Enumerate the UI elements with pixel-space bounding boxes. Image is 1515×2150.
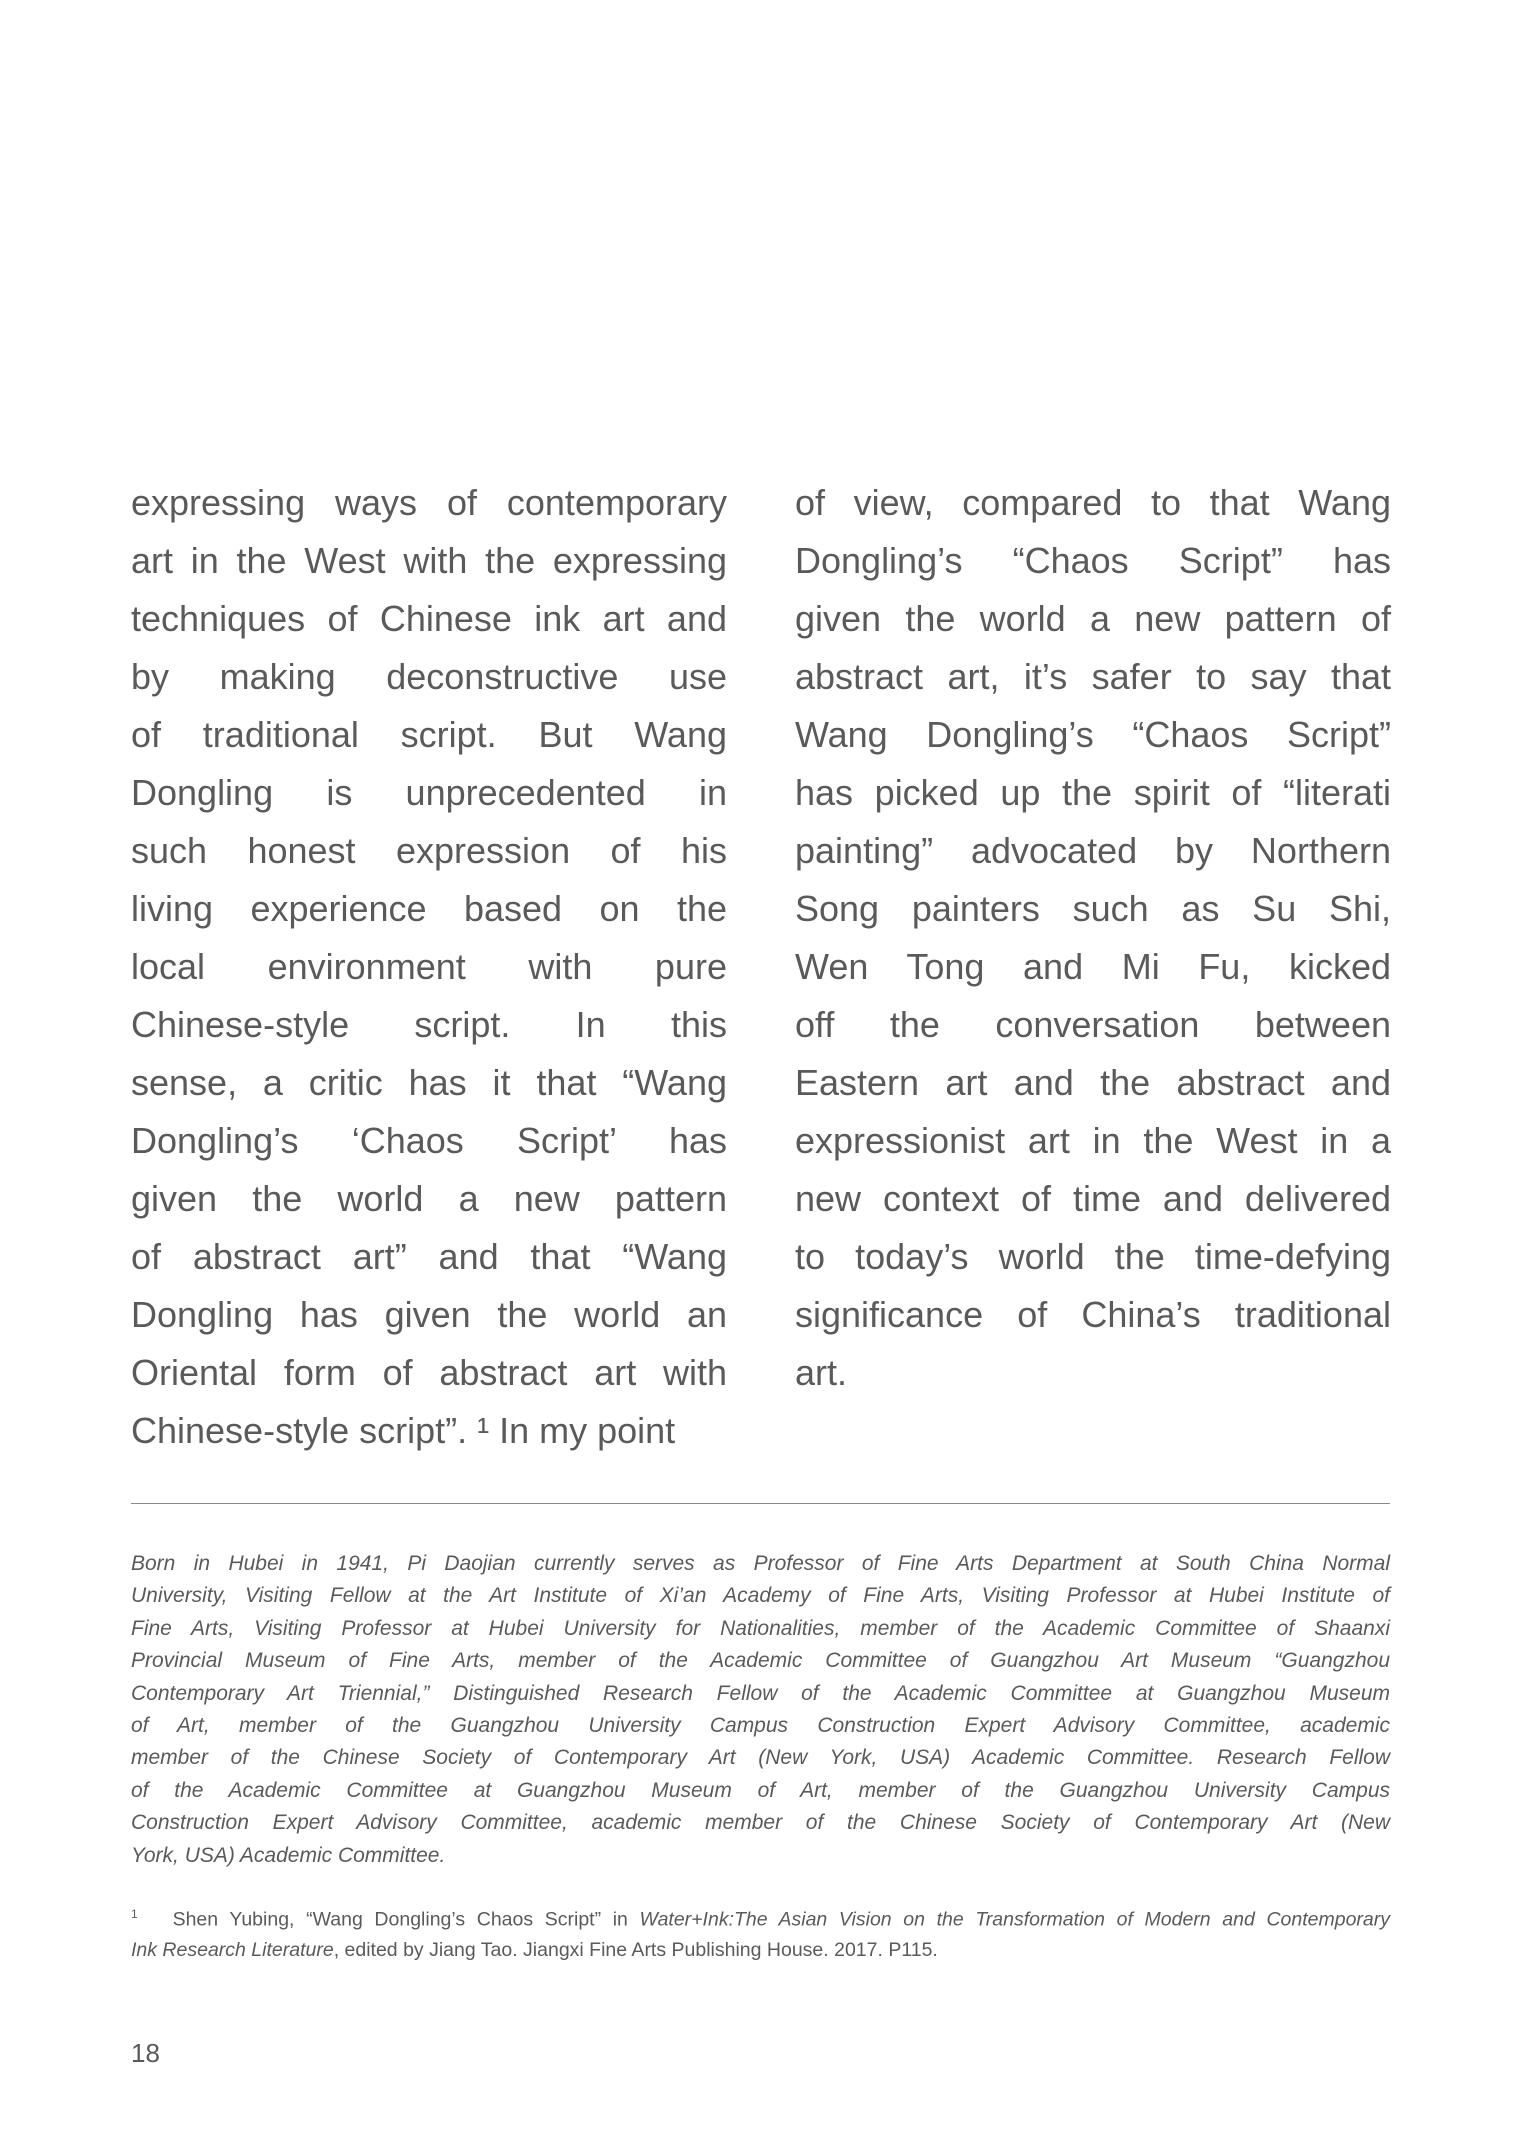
text-line: York, USA) Academic Committee.	[131, 1843, 446, 1867]
text-line: local environment with pure	[131, 946, 727, 987]
text-line: by making deconstructive use	[131, 656, 727, 697]
text-line: significance of China’s traditional	[795, 1294, 1391, 1335]
text-line: Provincial Museum of Fine Arts, member of the Academic Committee of Guangzhou Art Museum “Guangzhou	[131, 1649, 1390, 1673]
text-line: of Art, member of the Guangzhou University Campus Construction Expert Advisory Committee, academic	[131, 1713, 1390, 1737]
text-line: expressing ways of contemporary	[131, 482, 727, 523]
author-bio	[131, 1548, 1390, 1872]
text-line: Wen Tong and Mi Fu, kicked	[795, 946, 1391, 987]
footnote-book-title-cont: Ink Research Literature	[131, 1939, 334, 1961]
text-line: of traditional script. But Wang	[131, 714, 727, 755]
footnote-book-title: Water+Ink:The Asian Vision on the Transformation of Modern and Contemporary	[639, 1908, 1390, 1931]
text-line: member of the Chinese Society of Contemporary Art (New York, USA) Academic Committee. Research Fellow	[131, 1746, 1390, 1770]
text-line: Contemporary Art Triennial,” Distinguished Research Fellow of the Academic Committee at Guangzhou Museum	[131, 1681, 1390, 1705]
text-line: Born in Hubei in 1941, Pi Daojian currently serves as Professor of Fine Arts Department at South China Normal	[131, 1552, 1390, 1575]
text-line: painting” advocated by Northern	[795, 830, 1391, 871]
text-line: Dongling’s “Chaos Script” has	[795, 540, 1391, 581]
body-column-left	[131, 474, 727, 1460]
text-line: living experience based on the	[131, 888, 727, 929]
footnote-line	[131, 1932, 1390, 1968]
text-line: Chinese-style script. In this	[131, 1004, 727, 1045]
text-line: abstract art, it’s safer to say that	[795, 656, 1391, 697]
body-column-right	[795, 474, 1391, 1402]
text-line: Song painters such as Su Shi,	[795, 888, 1391, 929]
footnote-publication: , edited by Jiang Tao. Jiangxi Fine Arts Publishing House. 2017. P115.	[333, 1939, 938, 1961]
text-line: given the world a new pattern	[131, 1178, 727, 1219]
text-line: has picked up the spirit of “literati	[795, 772, 1391, 813]
text-line: of view, compared to that Wang	[795, 482, 1391, 523]
footnote-1	[131, 1896, 1390, 1968]
text-line: Dongling’s ‘Chaos Script’ has	[131, 1120, 727, 1161]
text-line: sense, a critic has it that “Wang	[131, 1062, 727, 1103]
text-line: Oriental form of abstract art with	[131, 1352, 727, 1393]
text-line: Construction Expert Advisory Committee, academic member of the Chinese Society of Contemporary Art (New	[131, 1811, 1390, 1835]
text-line: art.	[795, 1352, 848, 1393]
footnote-marker: 1	[131, 1907, 138, 1921]
footnote-divider	[131, 1503, 1390, 1504]
text-line: art in the West with the expressing	[131, 540, 727, 581]
text-line: off the conversation between	[795, 1004, 1391, 1045]
text-line: Chinese-style script”. ¹ In my point	[131, 1410, 676, 1451]
text-line: Eastern art and the abstract and	[795, 1062, 1391, 1103]
text-line: Fine Arts, Visiting Professor at Hubei University for Nationalities, member of the Academic Committee of Shaanxi	[131, 1616, 1390, 1640]
text-line: techniques of Chinese ink art and	[131, 598, 727, 639]
text-line: Dongling has given the world an	[131, 1294, 727, 1335]
text-line: University, Visiting Fellow at the Art Institute of Xi’an Academy of Fine Arts, Visiting Professor at Hubei Institute of	[131, 1584, 1390, 1608]
text-line: given the world a new pattern of	[795, 598, 1391, 639]
text-line: such honest expression of his	[131, 830, 727, 871]
text-line: Dongling is unprecedented in	[131, 772, 727, 813]
text-line: of the Academic Committee at Guangzhou Museum of Art, member of the Guangzhou University Campus	[131, 1778, 1390, 1802]
page-number: 18	[131, 2038, 160, 2068]
footnote-line	[131, 1896, 1390, 1932]
text-line: to today’s world the time-defying	[795, 1236, 1391, 1277]
text-line: Wang Dongling’s “Chaos Script”	[795, 714, 1391, 755]
text-line: expressionist art in the West in a	[795, 1120, 1391, 1161]
text-line: of abstract art” and that “Wang	[131, 1236, 727, 1277]
text-line: new context of time and delivered	[795, 1178, 1391, 1219]
footnote-author-title: Shen Yubing, “Wang Dongling’s Chaos Script” in	[172, 1908, 640, 1931]
